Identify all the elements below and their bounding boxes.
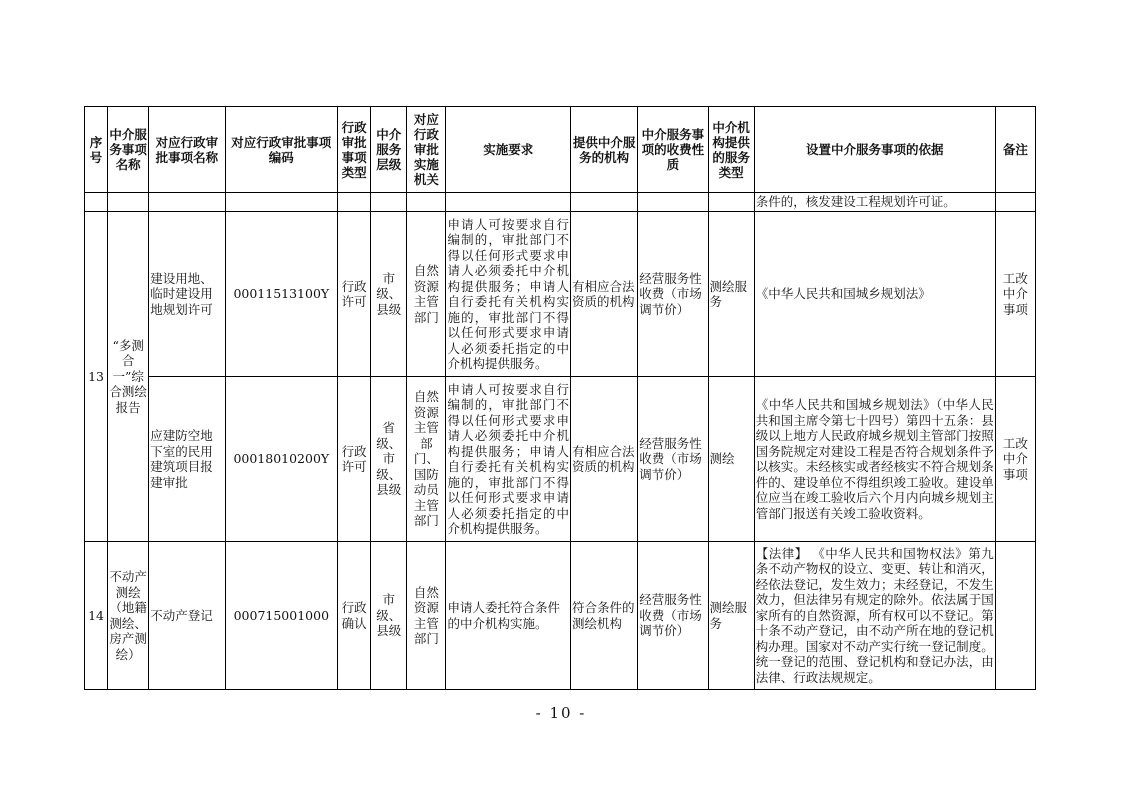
row-authority: 自然资源主管部门、国防动员主管部门 xyxy=(407,377,446,542)
row-approval-code: 00018010200Y xyxy=(225,377,337,542)
row-requirement: 申请人可按要求自行编制的，审批部门不得以任何形式要求申请人必须委托中介机构提供服务；申请人自行委托有关机构实施的，审批部门不得以任何形式要求申请人必须委托指定的中介机构提供服务。 xyxy=(446,377,571,542)
row-seq: 14 xyxy=(85,542,108,690)
header-remark: 备注 xyxy=(995,107,1035,193)
row-fee-nature: 经营服务性收费（市场调节价） xyxy=(638,542,708,690)
row-remark: 工改中介事项 xyxy=(995,212,1035,377)
row-fee-nature: 经营服务性收费（市场调节价） xyxy=(638,377,708,542)
header-authority: 对应行政审批实施机关 xyxy=(407,107,446,193)
row-service-name: “多测合一”综合测绘报告 xyxy=(108,212,149,542)
header-requirement: 实施要求 xyxy=(446,107,571,193)
table-row xyxy=(85,542,1036,690)
row-remark: 工改中介事项 xyxy=(995,377,1035,542)
row-fee-nature: 经营服务性收费（市场调节价） xyxy=(638,212,708,377)
row-authority: 自然资源主管部门 xyxy=(407,542,446,690)
header-provider: 提供中介服务的机构 xyxy=(570,107,637,193)
header-seq: 序号 xyxy=(85,107,108,193)
row-service-level: 省级、市级、县级 xyxy=(371,377,407,542)
row-requirement: 申请人委托符合条件的中介机构实施。 xyxy=(446,542,571,690)
row-service-level: 市级、县级 xyxy=(371,542,407,690)
header-service-type: 中介机构提供的服务类型 xyxy=(708,107,754,193)
row-approval-name: 不动产登记 xyxy=(149,542,225,690)
header-basis: 设置中介服务事项的依据 xyxy=(754,107,995,193)
row-basis: 《中华人民共和国城乡规划法》（中华人民共和国主席令第七十四号）第四十五条：县级以上地方人民政府城乡规划主管部门按照国务院规定对建设工程是否符合规划条件予以核实。未经核实或者经核实不符合规划条件的、建设单位不得组织竣工验收。建设单位应当在竣工验收后六个月内向城乡规划主管部门报送有关竣工验收资料。 xyxy=(754,377,995,542)
row-service-type: 测绘 xyxy=(708,377,754,542)
row-approval-name: 应建防空地下室的民用建筑项目报建审批 xyxy=(149,377,225,542)
table-row xyxy=(85,377,1036,542)
row-provider: 有相应合法资质的机构 xyxy=(570,212,637,377)
row-approval-type: 行政确认 xyxy=(338,542,371,690)
table-row xyxy=(85,212,1036,377)
continuation-row xyxy=(85,193,1036,212)
row-authority: 自然资源主管部门 xyxy=(407,212,446,377)
header-approval-code: 对应行政审批事项编码 xyxy=(225,107,337,193)
row-service-level: 市级、县级 xyxy=(371,212,407,377)
row-requirement: 申请人可按要求自行编制的，审批部门不得以任何形式要求申请人必须委托中介机构提供服务；申请人自行委托有关机构实施的，审批部门不得以任何形式要求申请人必须委托指定的中介机构提供服务。 xyxy=(446,212,571,377)
row-approval-name: 建设用地、临时建设用地规划许可 xyxy=(149,212,225,377)
row-basis: 【法律】 《中华人民共和国物权法》第九条不动产物权的设立、变更、转让和消灭，经依法登记，发生效力；未经登记，不发生效力，但法律另有规定的除外。依法属于国家所有的自然资源，所有权可以不登记。第十条不动产登记，由不动产所在地的登记机构办理。国家对不动产实行统一登记制度。统一登记的范围、登记机构和登记办法，由法律、行政法规规定。 xyxy=(754,542,995,690)
row-basis: 《中华人民共和国城乡规划法》 xyxy=(754,212,995,377)
page-number: - 10 - xyxy=(535,704,587,722)
row-provider: 有相应合法资质的机构 xyxy=(570,377,637,542)
header-approval-name: 对应行政审批事项名称 xyxy=(149,107,225,193)
continuation-text: 条件的，核发建设工程规划许可证。 xyxy=(754,193,995,212)
header-approval-type: 行政审批事项类型 xyxy=(338,107,371,193)
row-seq: 13 xyxy=(85,212,108,542)
table-header-row xyxy=(85,107,1036,193)
row-service-type: 测绘服务 xyxy=(708,212,754,377)
intermediary-service-table xyxy=(84,106,1036,690)
row-service-name: 不动产测绘（地籍测绘、房产测绘） xyxy=(108,542,149,690)
row-approval-type: 行政许可 xyxy=(338,377,371,542)
header-service-name: 中介服务事项名称 xyxy=(108,107,149,193)
row-provider: 符合条件的测绘机构 xyxy=(570,542,637,690)
row-approval-code: 00011513100Y xyxy=(225,212,337,377)
header-fee-nature: 中介服务事项的收费性质 xyxy=(638,107,708,193)
row-approval-code: 000715001000 xyxy=(225,542,337,690)
row-remark xyxy=(995,542,1035,690)
header-service-level: 中介服务层级 xyxy=(371,107,407,193)
row-approval-type: 行政许可 xyxy=(338,212,371,377)
row-service-type: 测绘服务 xyxy=(708,542,754,690)
